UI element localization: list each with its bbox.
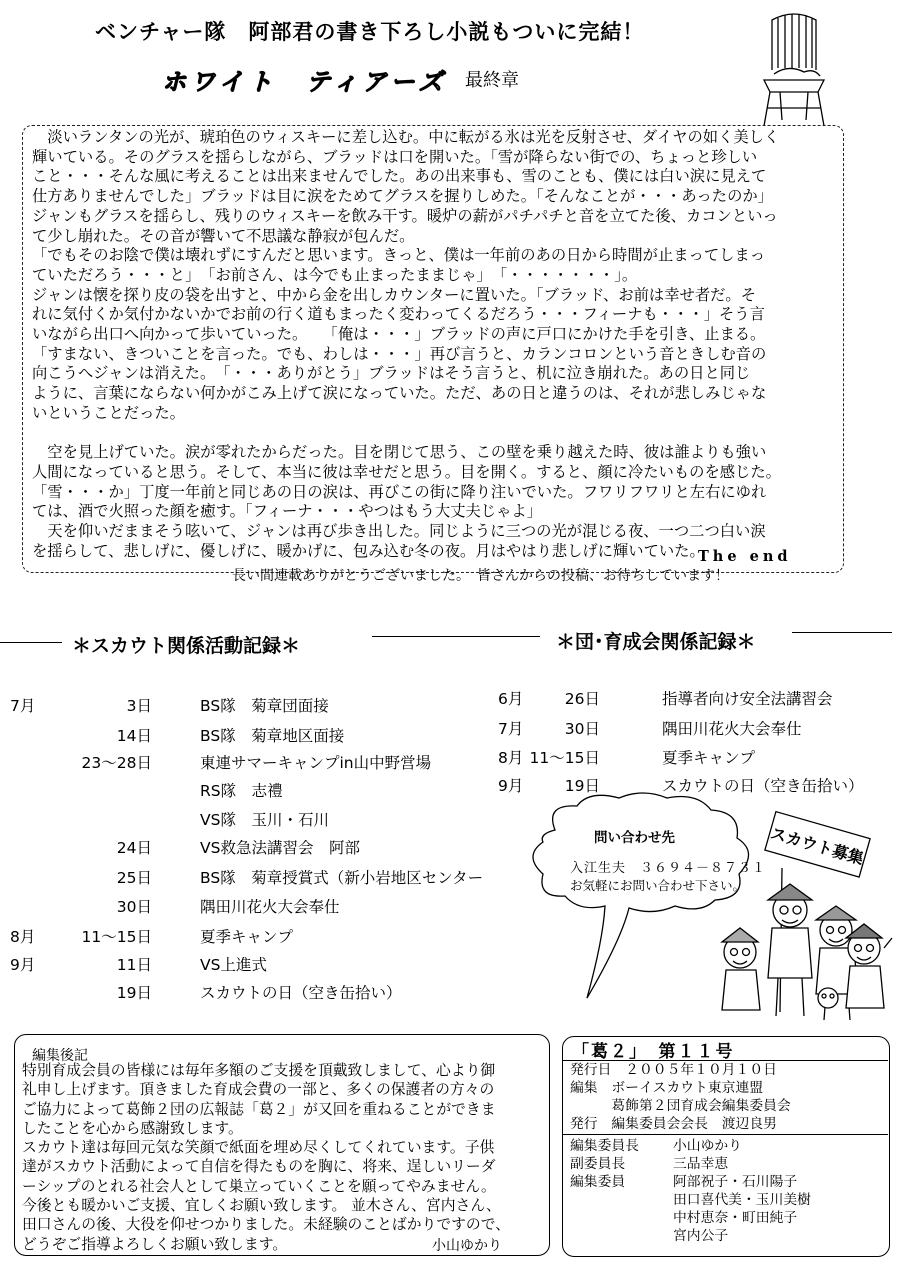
story-line: こと・・・そんな風に考えることは出来ませんでした。あの出来事も、雪のことも、僕には白い涙に見えて (32, 167, 767, 186)
staff-names: 中村恵奈・町田純子 (673, 1210, 798, 1226)
record-month: 8月 (10, 928, 36, 946)
divider (372, 636, 540, 637)
story-line: れに気付くか気付かないかでお前の行く道もまったく変わってくるだろう・・・フィーナも・・・」そう言 (32, 305, 765, 324)
chapter-label: 最終章 (465, 70, 519, 91)
scout-records-title: ＊スカウト関係活動記録＊ (72, 635, 301, 657)
staff-role: 副委員長 (570, 1156, 626, 1172)
story-line: 淡いランタンの光が、琥珀色のウィスキーに差し込む。中に転がる氷は光を反射させ、ダイヤの如く美しく (32, 128, 780, 146)
divider (562, 1134, 888, 1135)
group-records-title: ＊団･育成会関係記録＊ (556, 631, 756, 653)
editorial-line: ーシップのとれる社会人として巣立っていくことを願ってやみません。 (22, 1177, 496, 1195)
record-day: 11～15日 (81, 928, 152, 946)
staff-names: 小山ゆかり (673, 1138, 742, 1154)
staff-row (570, 1227, 811, 1245)
editorial-text (22, 1061, 548, 1254)
story-line: いということだった。 (32, 403, 185, 422)
record-event: 指導者向け安全法講習会 (662, 690, 833, 708)
record-day: 26日 (564, 690, 600, 708)
inquiry-title: 問い合わせ先 (594, 830, 675, 846)
record-month: 6月 (498, 690, 524, 708)
story-line: 人間になっていると思う。そして、本当に彼は幸せだと思う。目を開く。すると、顔に冷たいものを感じた。 (32, 462, 781, 481)
record-day: 19日 (116, 984, 152, 1002)
record-day: 25日 (116, 869, 152, 887)
record-event: スカウトの日（空き缶拾い） (200, 984, 402, 1002)
story-line: 「すまない、きついことを言った。でも、わしは・・・」再び言うと、カランコロンという音ときしむ音の (32, 344, 767, 363)
the-end-label: The end (698, 548, 792, 565)
record-day: 23～28日 (81, 754, 152, 772)
staff-names: 阿部祝子・石川陽子 (673, 1174, 798, 1190)
staff-row (570, 1209, 811, 1227)
record-event: 隅田川花火大会奉仕 (662, 720, 802, 738)
story-line: て少し崩れた。その音が響いて不思議な静寂が包んだ。 (32, 226, 415, 245)
editorial-line: ご協力によって葛飾２団の広報誌「葛２」が又回を重ねることができま (22, 1100, 496, 1118)
staff-role: 編集委員 (570, 1174, 626, 1190)
story-gap (32, 424, 832, 444)
story-line: 向こうへジャンは消えた。 「・・・ありがとう」ブラッドはそう言うと、机に泣き崩れた。あの日と同じ (32, 364, 751, 383)
record-event: 隅田川花火大会奉仕 (200, 898, 340, 916)
divider (792, 632, 892, 633)
staff-names: 宮内公子 (673, 1228, 729, 1244)
publication-line: 葛飾第２団育成会編集委員会 (570, 1098, 791, 1114)
story-line: ていただろう・・・と」 「お前さん、は今でも止まったままじゃ」 「・・・・・・・」。 (32, 265, 638, 284)
editorial-signature: 小山ゆかり (432, 1238, 502, 1254)
headline: ベンチャー隊 阿部君の書き下ろし小説もついに完結！ (95, 20, 645, 44)
record-event: 東連サマーキャンプin山中野営場 (200, 754, 432, 772)
record-day: 14日 (116, 727, 152, 745)
record-event: VS救急法講習会 阿部 (200, 839, 360, 857)
record-day: 30日 (116, 898, 152, 916)
record-event: スカウトの日（空き缶拾い） (662, 777, 864, 795)
staff-list (570, 1137, 811, 1245)
story-line: 空を見上げていた。涙が零れたからだった。目を閉じて思う、この壁を乗り越えた時、彼は誰よりも強い (32, 443, 767, 462)
editorial-line: 田口さんの後、大役を仰せつかりました。未経験のことばかりですので、 (22, 1216, 511, 1234)
divider (0, 642, 62, 643)
novel-title: ホワイト ティアーズ (162, 68, 448, 96)
record-month: 9月 (498, 777, 524, 795)
staff-row (570, 1155, 811, 1173)
publication-line: 発行日 ２００５年１０月１０日 (570, 1062, 777, 1078)
publication-line: 発行 編集委員会会長 渡辺良男 (570, 1116, 777, 1132)
record-month: 8月 (498, 749, 524, 767)
story-line: ジャンは懐を探り皮の袋を出すと、中から金を出しカウンターに置いた。「ブラッド、お前は幸せ者だ。そ (32, 285, 757, 304)
record-event: BS隊 菊章授賞式（新小岩地区センター (200, 869, 484, 887)
staff-names: 三品幸恵 (673, 1156, 729, 1172)
editorial-line: 礼申し上げます。頂きました育成会費の一部と、多くの保護者の方々の (22, 1081, 495, 1099)
staff-row (570, 1173, 811, 1191)
editorial-title: 編集後記 (32, 1048, 88, 1064)
story-line: いながら出口へ向かって歩いていった。 「俺は・・・」ブラッドの声に戸口にかけた手を引き、止まる。 (32, 325, 766, 344)
record-event: BS隊 菊章団面接 (200, 697, 329, 715)
story-line: 天を仰いだままそう呟いて、ジャンは再び歩き出した。同じように三つの光が混じる夜、一つ二つ白い涙 (32, 522, 766, 541)
story-line: ように、言葉にならない何かがこみ上げて涙になっていた。ただ、あの日と違うのは、それが悲しみじゃな (32, 384, 767, 403)
staff-row (570, 1137, 811, 1155)
editorial-line: 達がスカウト活動によって自信を得たものを胸に、将来、逞しいリーダ (22, 1158, 496, 1176)
editorial-line: スカウト達は毎回元気な笑顔で紙面を埋め尽くしてくれています。子供 (22, 1139, 495, 1157)
record-event: VS隊 玉川・石川 (200, 811, 329, 829)
inquiry-contact: 入江生夫 ３６９４－８７３１ (570, 861, 767, 876)
publication-line: 編集 ボーイスカウト東京連盟 (570, 1080, 764, 1096)
issue-title: 「葛２」 第１１号 (572, 1042, 735, 1062)
story-text (32, 128, 832, 561)
story-line: 輝いている。そのグラスを揺らしながら、ブラッドは口を開いた。「雪が降らない街での、ちょっと珍しい (32, 147, 758, 166)
staff-names: 田口喜代美・玉川美樹 (673, 1192, 811, 1208)
record-month: 7月 (498, 720, 524, 738)
staff-row (570, 1191, 811, 1209)
editorial-line: 特別育成会員の皆様には毎年多額のご支援を頂戴致しまして、心より御 (22, 1062, 496, 1079)
record-event: VS上進式 (200, 956, 267, 974)
record-day: 3日 (126, 697, 152, 715)
publication-info (570, 1061, 791, 1133)
chair-illustration (758, 8, 830, 128)
record-event: 夏季キャンプ (200, 928, 294, 946)
record-event: BS隊 菊章地区面接 (200, 727, 345, 745)
record-month: 7月 (10, 697, 36, 715)
editorial-line: したことを心から感謝致します。 (22, 1119, 243, 1137)
record-day: 24日 (116, 839, 152, 857)
record-day: 11～15日 (529, 749, 600, 767)
editorial-line: どうぞご指導よろしくお願い致します。 (22, 1235, 288, 1253)
thanks-note: 長い間連載ありがとうございました。 皆さんからの投稿、お待ちしています！ (232, 568, 729, 584)
story-line: ジャンもグラスを揺らし、残りのウィスキーを飲み干す。暖炉の薪がパチパチと音を立てた後、カコンといっ (32, 206, 778, 225)
editorial-line: 今後とも暖かいご支援、宜しくお願い致します。 並木さん、宮内さん、 (22, 1197, 501, 1215)
story-line: を揺らして、悲しげに、優しげに、暖かげに、包み込む冬の夜。月はやはり悲しげに輝いていた。 (32, 541, 705, 560)
record-month: 9月 (10, 956, 36, 974)
scouts-illustration (718, 798, 894, 1026)
staff-role: 編集委員長 (570, 1138, 639, 1154)
story-line: 「雪・・・か」丁度一年前と同じあの日の涙は、再びこの街に降り注いでいた。フワリフワリと左右にゆれ (32, 482, 767, 501)
record-day: 11日 (116, 956, 152, 974)
recruit-sign-text: スカウト募集 (768, 823, 866, 869)
story-line: ては、酒で火照った顔を癒す。「フィーナ・・・やつはもう大丈夫じゃよ」 (32, 502, 542, 521)
record-event: 夏季キャンプ (662, 749, 756, 767)
record-event: RS隊 志禮 (200, 782, 283, 800)
record-day: 19日 (564, 777, 600, 795)
record-day: 30日 (564, 720, 600, 738)
story-line: 仕方ありませんでした」ブラッドは目に涙をためてグラスを握りしめた。「そんなことが・・・あったのか」 (32, 187, 773, 206)
inquiry-note: お気軽にお問い合わせ下さい。 (570, 878, 746, 893)
story-line: 「でもそのお陰で僕は壊れずにすんだと思います。きっと、僕は一年前のあの日から時間が止まってしまっ (32, 246, 766, 265)
